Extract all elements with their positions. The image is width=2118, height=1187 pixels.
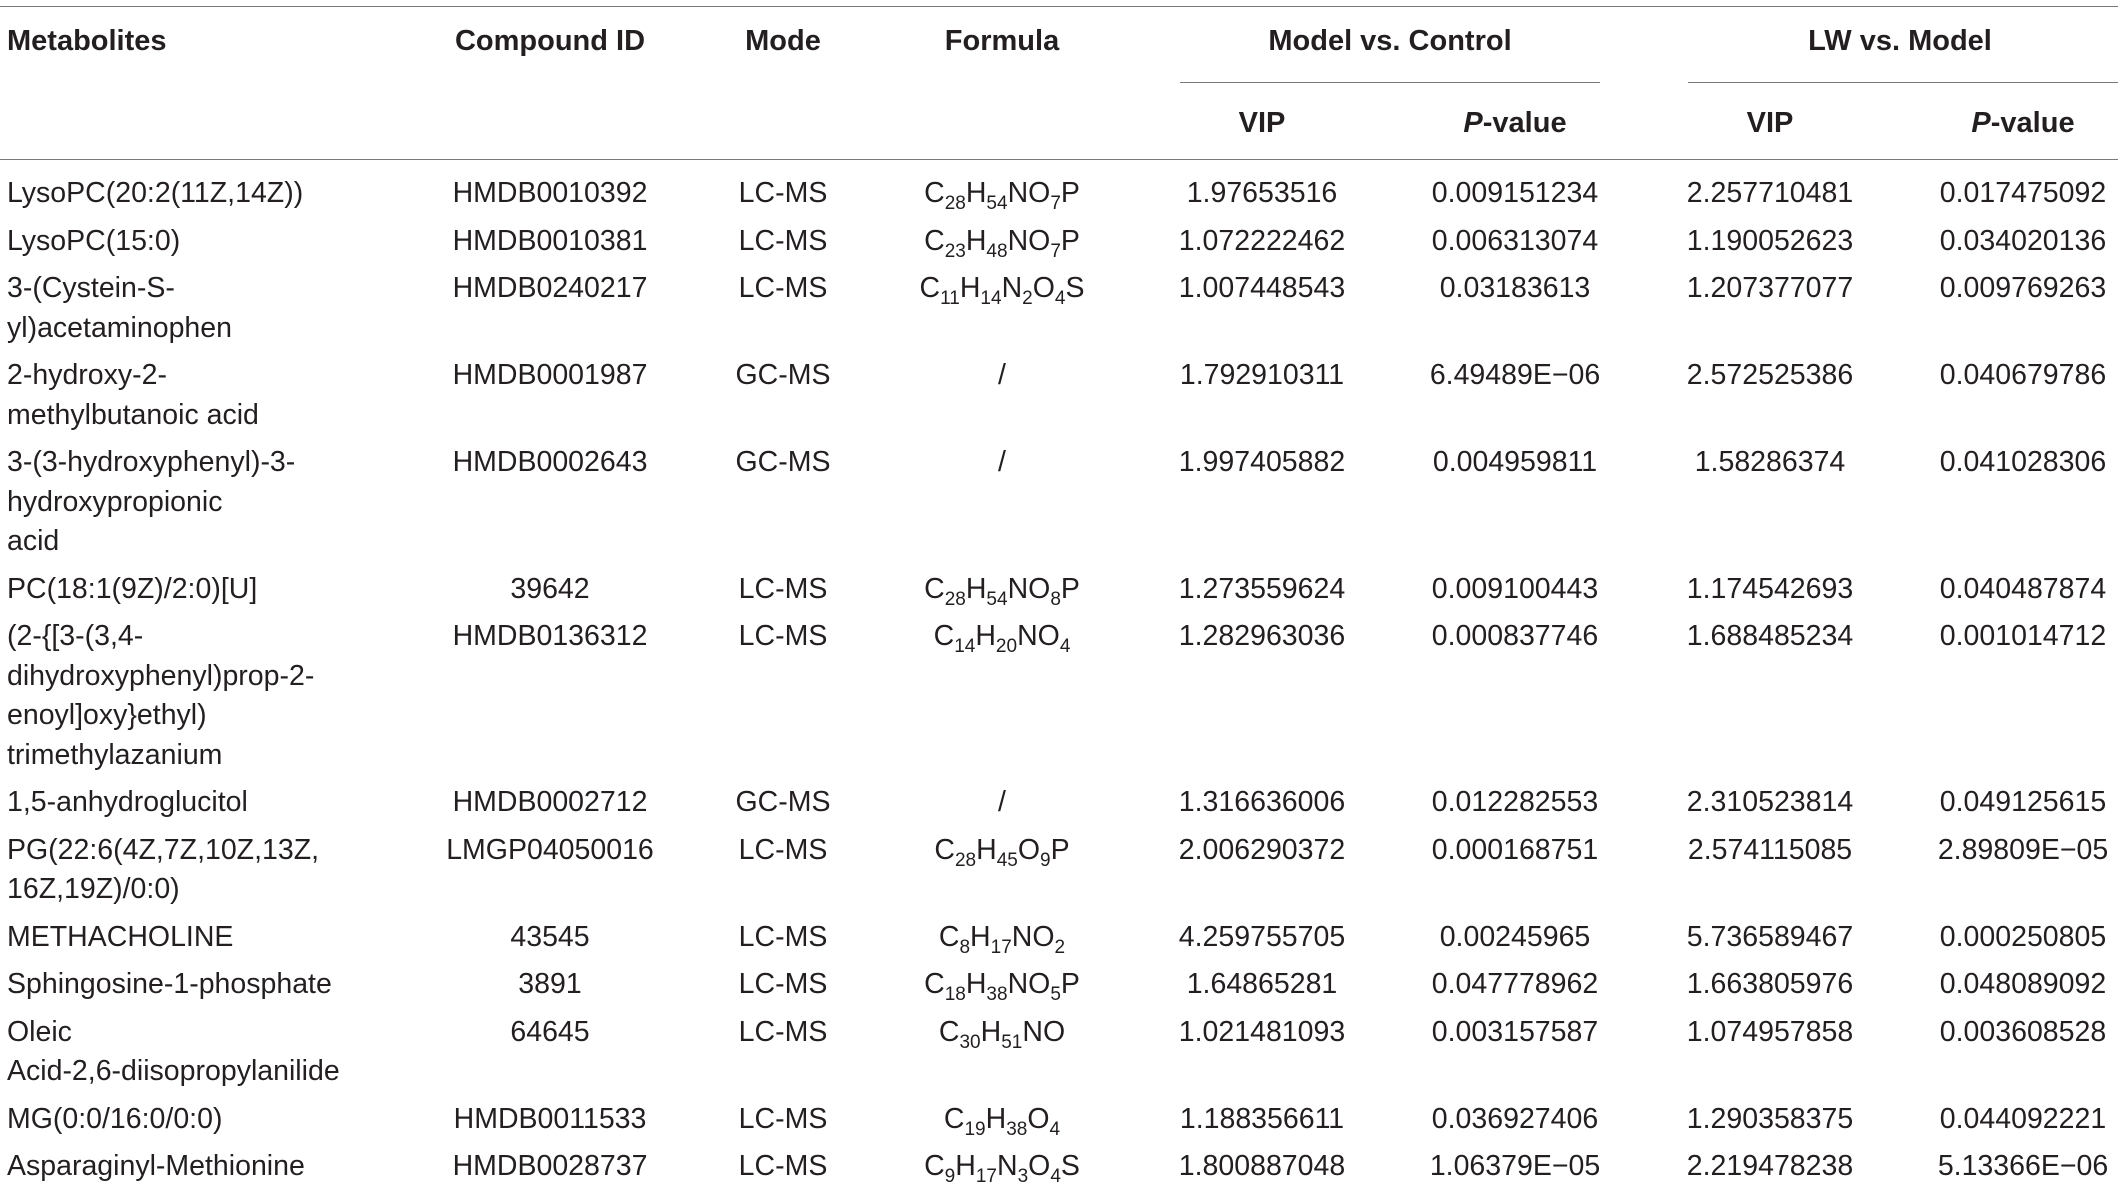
metabolite-name-line: acid	[7, 525, 60, 557]
formula-element: O	[1032, 272, 1055, 304]
pvalue-lw-vs-model: 0.044092221	[1939, 1102, 2107, 1135]
formula-subscript: 4	[1049, 1118, 1061, 1140]
formula	[998, 356, 1006, 395]
formula-element: H	[965, 572, 987, 605]
formula-subscript: 30	[959, 1031, 981, 1053]
pvalue-lw-vs-model: 2.89809E−05	[1937, 833, 2109, 866]
pvalue-model-vs-control: 0.03183613	[1439, 272, 1591, 304]
vip-lw-vs-model: 2.219478238	[1686, 1150, 1854, 1182]
vip-lw-vs-model: 1.190052623	[1686, 224, 1854, 257]
header-pvalue-2	[1971, 104, 2074, 143]
formula-element: NO	[1011, 920, 1055, 953]
compound-id: 39642	[510, 572, 590, 605]
formula	[934, 831, 1069, 870]
metabolite-name-line: enoyl]oxy}ethyl)	[7, 699, 207, 731]
metabolite-name-line: Sphingosine-1-phosphate	[7, 968, 332, 1000]
pvalue-model-vs-control: 0.047778962	[1431, 968, 1599, 1000]
pvalue-lw-vs-model: 0.003608528	[1939, 1015, 2107, 1048]
formula-subscript: 14	[980, 288, 1002, 309]
formula-subscript: 7	[1050, 193, 1061, 214]
formula-element: C	[943, 1102, 965, 1135]
metabolite-name-line: 2-hydroxy-2-	[7, 359, 167, 391]
formula-element: O	[1028, 1150, 1051, 1182]
vip-lw-vs-model: 1.688485234	[1686, 620, 1854, 652]
formula-element: C	[924, 968, 945, 1000]
header-metabolites: Metabolites	[7, 25, 167, 57]
pvalue-lw-vs-model: 0.017475092	[1939, 177, 2107, 209]
compound-id: HMDB0001987	[452, 359, 648, 391]
metabolite-name-line: PC(18:1(9Z)/2:0)[U]	[7, 572, 258, 605]
formula-subscript: 48	[986, 240, 1008, 262]
header-bottom-rule	[0, 159, 2118, 160]
formula-element: N	[1001, 272, 1023, 304]
formula-subscript: 7	[1050, 240, 1061, 262]
formula-subscript: 8	[959, 936, 971, 958]
formula-subscript: 17	[975, 1166, 997, 1187]
formula-element: C	[933, 620, 955, 652]
formula-element: P	[1060, 572, 1080, 605]
formula-element: N	[996, 1150, 1018, 1182]
vip-lw-vs-model: 1.663805976	[1686, 968, 1854, 1000]
formula-element: C	[924, 177, 945, 209]
formula-element: /	[998, 359, 1006, 391]
pvalue-lw-vs-model: 0.041028306	[1939, 446, 2107, 478]
header-model-vs-control: Model vs. Control	[1268, 25, 1512, 57]
formula	[924, 1147, 1080, 1186]
vip-lw-vs-model: 2.257710481	[1686, 177, 1854, 209]
formula-subscript: 18	[944, 984, 966, 1005]
compound-id: HMDB0028737	[452, 1150, 648, 1182]
vip-model-vs-control: 1.282963036	[1178, 620, 1346, 652]
formula-element: O	[1017, 833, 1041, 866]
mode: LC-MS	[738, 572, 828, 605]
metabolite-name-line: (2-{[3-(3,4-	[7, 620, 144, 652]
metabolite-name-line: LysoPC(20:2(11Z,14Z))	[7, 177, 304, 209]
formula-element: P	[1050, 833, 1070, 866]
formula-element: H	[955, 1150, 976, 1182]
formula-element: C	[924, 1150, 945, 1182]
formula-element: H	[965, 968, 987, 1000]
formula-element: P	[1060, 968, 1080, 1000]
pvalue-model-vs-control: 0.000168751	[1431, 833, 1599, 866]
vip-lw-vs-model: 2.572525386	[1686, 359, 1854, 391]
vip-lw-vs-model: 5.736589467	[1686, 920, 1854, 953]
vip-model-vs-control: 1.64865281	[1186, 968, 1338, 1000]
formula-subscript: 4	[1050, 1166, 1061, 1187]
formula	[944, 1100, 1060, 1139]
mode: LC-MS	[738, 968, 828, 1000]
compound-id: HMDB0002712	[452, 786, 648, 818]
mode: LC-MS	[738, 1150, 828, 1182]
mode: LC-MS	[738, 272, 828, 304]
compound-id: HMDB0136312	[452, 620, 648, 652]
vip-model-vs-control: 1.997405882	[1178, 446, 1346, 478]
header-compound-id: Compound ID	[454, 25, 646, 57]
header-p-rest: -value	[1990, 107, 2075, 139]
formula-element: P	[1060, 224, 1080, 257]
vip-model-vs-control: 1.316636006	[1178, 786, 1346, 818]
formula-subscript: 2	[1022, 288, 1033, 309]
metabolite-name-line: MG(0:0/16:0/0:0)	[7, 1102, 223, 1135]
pvalue-model-vs-control: 0.000837746	[1431, 620, 1599, 652]
pvalue-lw-vs-model: 5.13366E−06	[1937, 1150, 2109, 1182]
mode: LC-MS	[738, 833, 828, 866]
header-vip-2: VIP	[1746, 107, 1794, 139]
metabolite-name-line: hydroxypropionic	[7, 485, 223, 518]
formula-element: C	[938, 920, 960, 953]
formula-subscript: 4	[1059, 636, 1071, 657]
header-p-italic: P	[1463, 107, 1483, 139]
metabolite-name-line: METHACHOLINE	[7, 920, 234, 953]
mode: LC-MS	[738, 177, 828, 209]
pvalue-model-vs-control: 6.49489E−06	[1429, 359, 1601, 391]
formula	[998, 443, 1006, 482]
pvalue-model-vs-control: 0.006313074	[1431, 224, 1599, 257]
formula	[924, 965, 1080, 1004]
formula-element: H	[965, 224, 987, 257]
pvalue-model-vs-control: 0.009151234	[1431, 177, 1599, 209]
formula-element: C	[919, 272, 941, 304]
vip-model-vs-control: 1.273559624	[1178, 572, 1346, 605]
formula	[924, 174, 1080, 213]
formula-subscript: 28	[944, 588, 966, 610]
formula-subscript: 23	[944, 240, 966, 262]
formula-subscript: 54	[986, 193, 1008, 214]
formula-subscript: 38	[986, 984, 1008, 1005]
vip-lw-vs-model: 1.074957858	[1686, 1015, 1854, 1048]
vip-model-vs-control: 1.97653516	[1186, 177, 1338, 209]
metabolite-name-line: 1,5-anhydroglucitol	[7, 786, 248, 818]
formula-element: H	[985, 1102, 1007, 1135]
pvalue-model-vs-control: 0.012282553	[1431, 786, 1599, 818]
mode: LC-MS	[738, 620, 828, 652]
formula-element: H	[975, 620, 996, 652]
metabolite-name-line: LysoPC(15:0)	[7, 224, 181, 257]
metabolite-name-line: methylbutanoic acid	[7, 398, 259, 431]
formula-subscript: 54	[986, 588, 1008, 610]
metabolite-name-line: trimethylazanium	[7, 738, 223, 771]
compound-id: 3891	[518, 968, 582, 1000]
compound-id: HMDB0011533	[453, 1102, 647, 1135]
vip-lw-vs-model: 2.310523814	[1686, 786, 1854, 818]
formula	[924, 222, 1080, 261]
vip-lw-vs-model: 1.207377077	[1686, 272, 1854, 304]
metabolite-name-line: Acid-2,6-diisopropylanilide	[7, 1055, 340, 1087]
formula-subscript: 8	[1050, 588, 1061, 610]
vip-model-vs-control: 4.259755705	[1178, 920, 1346, 953]
header-p-rest: -value	[1482, 107, 1567, 139]
formula-element: NO	[1017, 620, 1060, 652]
formula-subscript: 11	[940, 288, 960, 309]
compound-id: 43545	[510, 920, 590, 953]
mode: LC-MS	[738, 1102, 828, 1135]
pvalue-lw-vs-model: 0.040487874	[1939, 572, 2107, 605]
pvalue-lw-vs-model: 0.034020136	[1939, 224, 2107, 257]
metabolite-name-line: 3-(Cystein-S-	[7, 272, 175, 304]
top-rule	[0, 6, 2118, 7]
header-formula: Formula	[944, 25, 1060, 57]
mode: GC-MS	[735, 359, 831, 391]
formula-subscript: 28	[954, 849, 977, 871]
formula-element: NO	[1007, 224, 1051, 257]
formula	[920, 269, 1085, 308]
formula-subscript: 5	[1050, 984, 1061, 1005]
vip-lw-vs-model: 1.174542693	[1686, 572, 1854, 605]
header-mode: Mode	[745, 25, 821, 57]
vip-model-vs-control: 1.792910311	[1179, 359, 1345, 391]
mode: GC-MS	[735, 446, 831, 478]
formula	[939, 1013, 1065, 1052]
formula-element: NO	[1007, 572, 1051, 605]
pvalue-lw-vs-model: 0.048089092	[1939, 968, 2107, 1000]
header-lw-vs-model: LW vs. Model	[1808, 25, 1992, 57]
compound-id: HMDB0240217	[452, 272, 648, 304]
group-rule-model-vs-control	[1180, 82, 1600, 83]
vip-model-vs-control: 1.021481093	[1178, 1015, 1346, 1048]
vip-lw-vs-model: 1.58286374	[1694, 446, 1846, 478]
header-pvalue-1	[1463, 104, 1566, 143]
formula-element: C	[934, 833, 955, 866]
formula-subscript: 38	[1006, 1118, 1028, 1140]
formula-element: H	[965, 177, 987, 209]
pvalue-model-vs-control: 0.036927406	[1431, 1102, 1599, 1135]
pvalue-model-vs-control: 0.00245965	[1439, 920, 1591, 953]
formula-subscript: 4	[1054, 288, 1066, 309]
compound-id: 64645	[510, 1015, 590, 1048]
formula-subscript: 9	[944, 1166, 956, 1187]
header-vip-1: VIP	[1238, 107, 1286, 139]
formula-element: H	[970, 920, 991, 953]
metabolite-name-line: 16Z,19Z)/0:0)	[7, 873, 180, 905]
formula	[939, 918, 1065, 957]
formula-element: C	[924, 572, 945, 605]
metabolite-name-line: Oleic	[7, 1015, 72, 1048]
compound-id: HMDB0010381	[452, 224, 648, 257]
pvalue-model-vs-control: 0.003157587	[1431, 1015, 1599, 1048]
mode: LC-MS	[738, 224, 828, 257]
mode: GC-MS	[735, 786, 831, 818]
pvalue-lw-vs-model: 0.049125615	[1939, 786, 2107, 818]
pvalue-lw-vs-model: 0.040679786	[1939, 359, 2107, 391]
mode: LC-MS	[738, 1015, 828, 1048]
pvalue-lw-vs-model: 0.001014712	[1939, 620, 2107, 652]
formula-subscript: 2	[1054, 936, 1066, 958]
formula	[934, 617, 1071, 656]
pvalue-lw-vs-model: 0.009769263	[1939, 272, 2107, 304]
formula-element: /	[998, 786, 1006, 818]
formula-subscript: 19	[964, 1118, 986, 1140]
formula-element: H	[980, 1015, 1002, 1048]
formula-subscript: 17	[990, 936, 1012, 958]
formula-subscript: 45	[996, 849, 1018, 871]
group-rule-lw-vs-model	[1688, 82, 2118, 83]
vip-model-vs-control: 2.006290372	[1178, 833, 1346, 866]
vip-model-vs-control: 1.188356611	[1179, 1102, 1345, 1135]
mode: LC-MS	[738, 920, 828, 953]
pvalue-model-vs-control: 1.06379E−05	[1429, 1150, 1601, 1182]
metabolite-name-line: 3-(3-hydroxyphenyl)-3-	[7, 446, 296, 478]
formula-subscript: 28	[944, 193, 966, 214]
vip-model-vs-control: 1.072222462	[1178, 224, 1346, 257]
vip-model-vs-control: 1.007448543	[1178, 272, 1346, 304]
formula-element: S	[1060, 1150, 1080, 1182]
formula-element: /	[998, 446, 1006, 478]
compound-id: LMGP04050016	[446, 833, 654, 866]
formula	[998, 783, 1006, 822]
formula-element: C	[924, 224, 945, 257]
formula-element: NO	[1022, 1015, 1066, 1048]
formula-element: H	[976, 833, 997, 866]
pvalue-lw-vs-model: 0.000250805	[1939, 920, 2107, 953]
compound-id: HMDB0002643	[452, 446, 648, 478]
formula-element: NO	[1007, 968, 1051, 1000]
pvalue-model-vs-control: 0.004959811	[1432, 446, 1598, 478]
metabolite-name-line: dihydroxyphenyl)prop-2-	[7, 659, 315, 692]
pvalue-model-vs-control: 0.009100443	[1431, 572, 1599, 605]
formula-subscript: 3	[1017, 1166, 1029, 1187]
formula	[924, 570, 1080, 609]
formula-subscript: 14	[954, 636, 976, 657]
metabolite-name-line: Asparaginyl-Methionine	[7, 1150, 305, 1182]
formula-element: C	[938, 1015, 960, 1048]
header-p-italic: P	[1971, 107, 1991, 139]
compound-id: HMDB0010392	[452, 177, 648, 209]
formula-element: O	[1027, 1102, 1050, 1135]
metabolite-name-line: yl)acetaminophen	[7, 311, 232, 344]
formula-element: NO	[1007, 177, 1051, 209]
formula-subscript: 20	[995, 636, 1018, 657]
formula-subscript: 9	[1040, 849, 1051, 871]
formula-subscript: 51	[1001, 1031, 1023, 1053]
formula-element: S	[1065, 272, 1085, 304]
metabolite-name-line: PG(22:6(4Z,7Z,10Z,13Z,	[7, 833, 320, 866]
formula-element: P	[1060, 177, 1080, 209]
vip-lw-vs-model: 1.290358375	[1686, 1102, 1854, 1135]
vip-model-vs-control: 1.800887048	[1178, 1150, 1346, 1182]
vip-lw-vs-model: 2.574115085	[1687, 833, 1853, 866]
formula-element: H	[959, 272, 981, 304]
